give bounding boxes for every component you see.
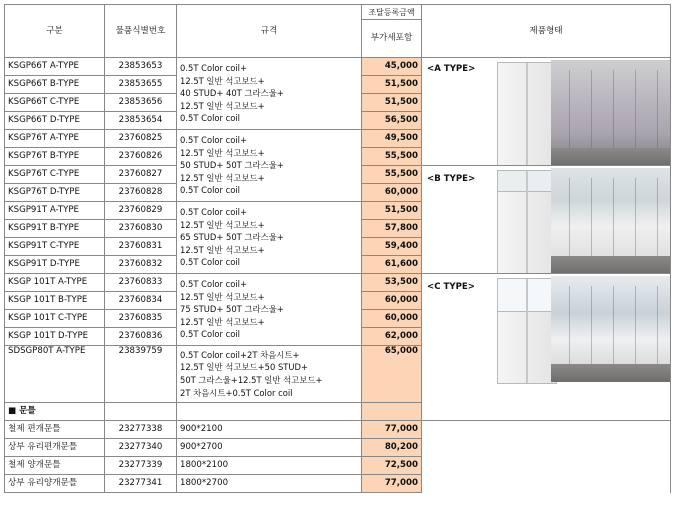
row-name: 철제 양개문틀 [5, 457, 105, 475]
spec-line: 50T 그라스울+12.5T 일반 석고보드+ [180, 375, 323, 385]
spec-line: 75 STUD+ 50T 그라스울+ [180, 304, 284, 315]
row-price: 59,400 [362, 238, 422, 256]
row-price: 60,000 [362, 310, 422, 328]
section-title: ■ 문틀 [5, 403, 105, 421]
row-price: 77,000 [362, 421, 422, 439]
row-price: 62,000 [362, 328, 422, 346]
row-name: KSGP76T A-TYPE [5, 130, 105, 148]
spec-line: 12.5T 일반 석고보드+ [180, 75, 265, 86]
panel-joint [635, 70, 636, 148]
spec-line: 0.5T Color coil [180, 329, 241, 340]
header-product-shape: 제품형태 [422, 5, 671, 58]
row-code: 23760832 [105, 256, 177, 274]
row-name: KSGP66T C-TYPE [5, 94, 105, 112]
product-type-label: <B TYPE> [427, 174, 476, 184]
panel-joint [569, 178, 570, 256]
panel-drawing [497, 62, 557, 166]
spec-line: 50 STUD+ 50T 그라스울+ [180, 160, 284, 171]
row-name: KSGP66T D-TYPE [5, 112, 105, 130]
spec-line: 0.5T Color coil [180, 113, 241, 124]
row-name: KSGP76T D-TYPE [5, 184, 105, 202]
spec-cell [177, 130, 362, 202]
row-price: 51,500 [362, 202, 422, 220]
row-name: KSGP91T B-TYPE [5, 220, 105, 238]
table-row [5, 457, 671, 475]
panel-seam [526, 279, 528, 383]
row-name: 상부 유리편개문틀 [5, 439, 105, 457]
row-price: 61,600 [362, 256, 422, 274]
installation-photo [551, 276, 670, 382]
row-name: SDSGP80T A-TYPE [5, 346, 105, 403]
row-spec: 1800*2700 [177, 475, 362, 493]
product-type-figure [425, 166, 667, 273]
panel-joint [657, 70, 658, 148]
spec-line: 12.5T 일반 석고보드+ [180, 316, 265, 327]
panel-joint [635, 286, 636, 364]
panel-joint [569, 70, 570, 148]
installation-photo [551, 168, 670, 274]
row-price: 65,000 [362, 346, 422, 403]
panel-joint [591, 70, 592, 148]
row-price: 80,200 [362, 439, 422, 457]
row-code: 23760830 [105, 220, 177, 238]
row-price: 45,000 [362, 58, 422, 76]
row-code: 23760827 [105, 166, 177, 184]
panel-seam [526, 63, 528, 166]
product-type-label: <C TYPE> [427, 282, 475, 292]
row-code: 23277340 [105, 439, 177, 457]
row-price: 53,500 [362, 274, 422, 292]
spec-cell [177, 202, 362, 274]
price-table [4, 4, 671, 493]
spec-line: 0.5T Color coil+ [180, 135, 248, 146]
spec-line: 12.5T 일반 석고보드+50 STUD+ [180, 362, 308, 373]
row-price: 51,500 [362, 76, 422, 94]
header-price-title: 조달등록금액 [362, 5, 422, 20]
panel-joint [591, 286, 592, 364]
row-name: KSGP 101T A-TYPE [5, 274, 105, 292]
table-row [5, 475, 671, 493]
header-price-sub: 부가세포함 [362, 20, 422, 58]
panel-drawing [497, 278, 557, 384]
panel-joint [657, 286, 658, 364]
row-price: 60,000 [362, 184, 422, 202]
row-spec: 900*2700 [177, 439, 362, 457]
row-name: KSGP91T D-TYPE [5, 256, 105, 274]
row-code: 23760826 [105, 148, 177, 166]
spec-line: 40 STUD+ 40T 그라스울+ [180, 88, 284, 99]
panel-seam [526, 171, 528, 274]
row-code: 23760834 [105, 292, 177, 310]
row-price: 56,500 [362, 112, 422, 130]
spec-line: 12.5T 일반 석고보드+ [180, 219, 265, 230]
row-price: 55,500 [362, 148, 422, 166]
panel-joint [613, 70, 614, 148]
panel-joint [613, 286, 614, 364]
table-row [5, 439, 671, 457]
spec-line: 0.5T Color coil+ [180, 279, 248, 290]
installation-photo [551, 60, 670, 166]
row-name: KSGP 101T C-TYPE [5, 310, 105, 328]
row-price: 77,000 [362, 475, 422, 493]
panel-joint [569, 286, 570, 364]
spec-cell [177, 346, 362, 403]
row-code: 23760836 [105, 328, 177, 346]
spec-line: 12.5T 일반 석고보드+ [180, 100, 265, 111]
product-image-cell [422, 166, 671, 274]
row-spec: 1800*2100 [177, 457, 362, 475]
row-price: 60,000 [362, 292, 422, 310]
table-row [5, 58, 671, 76]
row-spec: 900*2100 [177, 421, 362, 439]
row-name: KSGP 101T D-TYPE [5, 328, 105, 346]
empty-cell [105, 403, 177, 421]
floor [551, 148, 670, 166]
row-price: 72,500 [362, 457, 422, 475]
row-code: 23839759 [105, 346, 177, 403]
row-price-empty [362, 403, 422, 421]
floor [551, 256, 670, 274]
product-image-cell [422, 274, 671, 421]
spec-line: 65 STUD+ 50T 그라스울+ [180, 232, 284, 243]
row-name: KSGP91T C-TYPE [5, 238, 105, 256]
spec-cell [177, 58, 362, 130]
spec-line: 0.5T Color coil [180, 185, 241, 196]
spec-line: 0.5T Color coil+ [180, 207, 248, 218]
row-price: 55,500 [362, 166, 422, 184]
row-code: 23853655 [105, 76, 177, 94]
product-type-figure [425, 58, 667, 165]
spec-line: 0.5T Color coil+ [180, 63, 248, 74]
floor [551, 364, 670, 382]
row-code: 23760833 [105, 274, 177, 292]
row-name: 상부 유리양개문틀 [5, 475, 105, 493]
row-name: KSGP66T A-TYPE [5, 58, 105, 76]
row-name: 철제 편개문틀 [5, 421, 105, 439]
header-item-code: 물품식별번호 [105, 5, 177, 58]
row-code: 23760835 [105, 310, 177, 328]
row-name: KSGP 101T B-TYPE [5, 292, 105, 310]
panel-joint [613, 178, 614, 256]
header-category: 구분 [5, 5, 105, 58]
table-row [5, 274, 671, 292]
spec-line: 12.5T 일반 석고보드+ [180, 244, 265, 255]
spec-line: 0.5T Color coil [180, 257, 241, 268]
row-name: KSGP76T C-TYPE [5, 166, 105, 184]
row-name: KSGP66T B-TYPE [5, 76, 105, 94]
spec-cell [177, 274, 362, 346]
row-price: 51,500 [362, 94, 422, 112]
row-code: 23853654 [105, 112, 177, 130]
row-name: KSGP76T B-TYPE [5, 148, 105, 166]
empty-cell [177, 403, 362, 421]
row-code: 23853656 [105, 94, 177, 112]
spec-line: 12.5T 일반 석고보드+ [180, 291, 265, 302]
product-image-cell [422, 58, 671, 166]
row-price: 49,500 [362, 130, 422, 148]
panel-joint [657, 178, 658, 256]
row-code: 23760825 [105, 130, 177, 148]
product-type-label: <A TYPE> [427, 64, 476, 74]
panel-joint [635, 178, 636, 256]
row-code: 23277338 [105, 421, 177, 439]
panel-joint [591, 178, 592, 256]
row-code: 23760829 [105, 202, 177, 220]
row-code: 23277341 [105, 475, 177, 493]
spec-line: 0.5T Color coil+2T 차음시트+ [180, 349, 300, 360]
table-body [5, 58, 671, 493]
row-code: 23760831 [105, 238, 177, 256]
header-spec: 규격 [177, 5, 362, 58]
spec-line: 12.5T 일반 석고보드+ [180, 172, 265, 183]
product-type-figure [425, 274, 667, 420]
row-code: 23760828 [105, 184, 177, 202]
table-row [5, 421, 671, 439]
row-name: KSGP91T A-TYPE [5, 202, 105, 220]
panel-drawing [497, 170, 557, 274]
row-code: 23853653 [105, 58, 177, 76]
row-code: 23277339 [105, 457, 177, 475]
spec-line: 12.5T 일반 석고보드+ [180, 147, 265, 158]
row-price: 57,800 [362, 220, 422, 238]
spec-line: 2T 차음시트+0.5T Color coil [180, 387, 293, 398]
